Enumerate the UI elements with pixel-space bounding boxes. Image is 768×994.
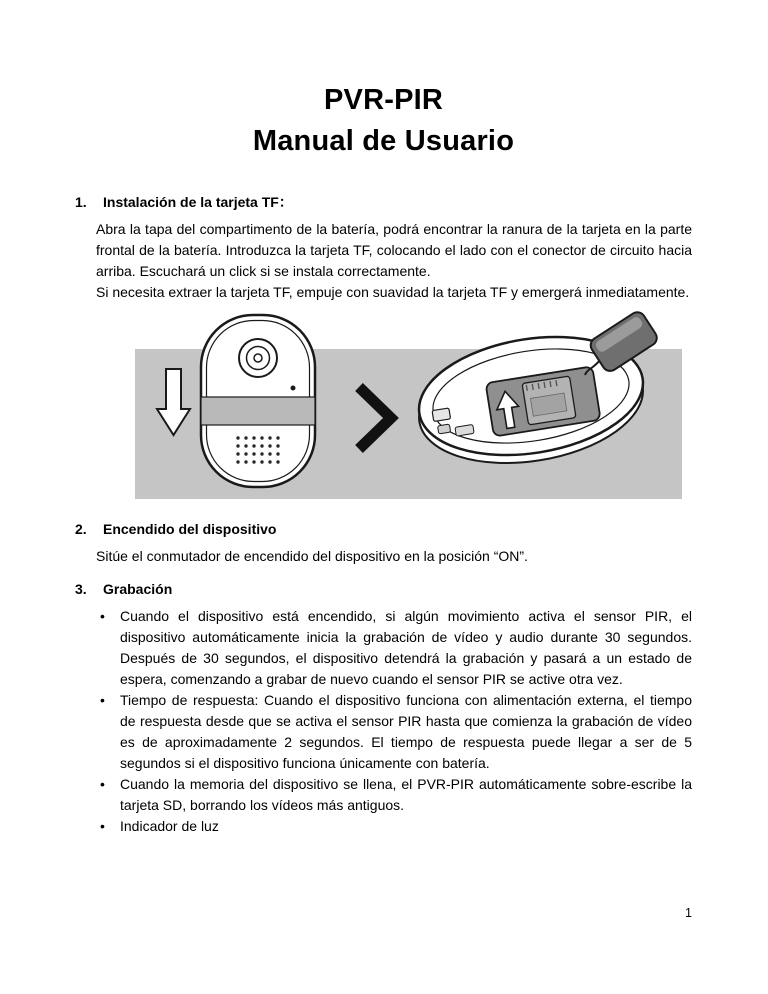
- section3-heading-text: Grabación: [103, 581, 173, 598]
- bullet-icon: •: [100, 608, 105, 625]
- list-item: [100, 606, 692, 690]
- bullet-icon: •: [100, 818, 105, 835]
- section2-number: 2.: [75, 521, 87, 538]
- section3-number: 3.: [75, 581, 87, 598]
- led-indicator-icon: [291, 386, 296, 391]
- section2-heading: [75, 519, 692, 540]
- section2-paragraph1: Sitúe el conmutador de encendido del dispositivo en la posición “ON”.: [96, 548, 528, 565]
- section2-heading-text: Encendido del dispositivo: [103, 521, 277, 538]
- figure-svg: [135, 311, 682, 499]
- device-front-illustration: [201, 315, 315, 487]
- camera-lens-icon: [239, 339, 277, 377]
- tf-card-illustration: [522, 376, 576, 425]
- tf-card-installation-figure: [135, 311, 682, 499]
- section1-paragraph1: Abra la tapa del compartimento de la batería, podrá encontrar la ranura de la tarjeta en la parte frontal de la batería. Introduzca la tarjeta TF, colocando el lado con el conector de circuito hacia arriba. Escuchará un click si se instala correctamente.: [96, 221, 692, 280]
- bullet-text: Indicador de luz: [120, 818, 219, 835]
- section3-heading: [75, 579, 692, 600]
- bullet-text: Cuando el dispositivo está encendido, si algún movimiento activa el sensor PIR, el dispositivo automáticamente inicia la grabación de vídeo y audio durante 30 segundos. Después de 30 segundos, el dispositivo detendrá la grabación y pasará a un estado de espera, comenzando a grabar de nuevo cuando el sensor PIR se active otra vez.: [120, 608, 692, 688]
- list-item: [100, 816, 692, 837]
- section1-heading-text: Instalación de la tarjeta TF：: [103, 194, 293, 211]
- section1-number: 1.: [75, 194, 87, 211]
- list-item: [100, 774, 692, 816]
- page-number: 1: [685, 906, 692, 920]
- section1-paragraph2: Si necesita extraer la tarjeta TF, empuje con suavidad la tarjeta TF y emergerá inmediatamente.: [96, 284, 690, 301]
- section1-heading: [75, 192, 692, 213]
- document-title: [75, 0, 692, 162]
- bullet-icon: •: [100, 776, 105, 793]
- title-line2: Manual de Usuario: [252, 125, 515, 158]
- title-line1: PVR-PIR: [323, 84, 444, 116]
- recording-bullet-list: [75, 606, 692, 837]
- bullet-text: Tiempo de respuesta: Cuando el dispositivo funciona con alimentación externa, el tiempo de respuesta desde que se activa el sensor PIR hasta que comienza la grabación de vídeo es de aproximadamente 2 segundos. El tiempo de respuesta puede llegar a ser de 5 segundos si el dispositivo funciona únicamente con batería.: [120, 692, 692, 772]
- bullet-text: Cuando la memoria del dispositivo se llena, el PVR-PIR automáticamente sobre-escribe la tarjeta SD, borrando los vídeos más antiguos.: [120, 776, 692, 814]
- list-item: [100, 690, 692, 774]
- bullet-icon: •: [100, 692, 105, 709]
